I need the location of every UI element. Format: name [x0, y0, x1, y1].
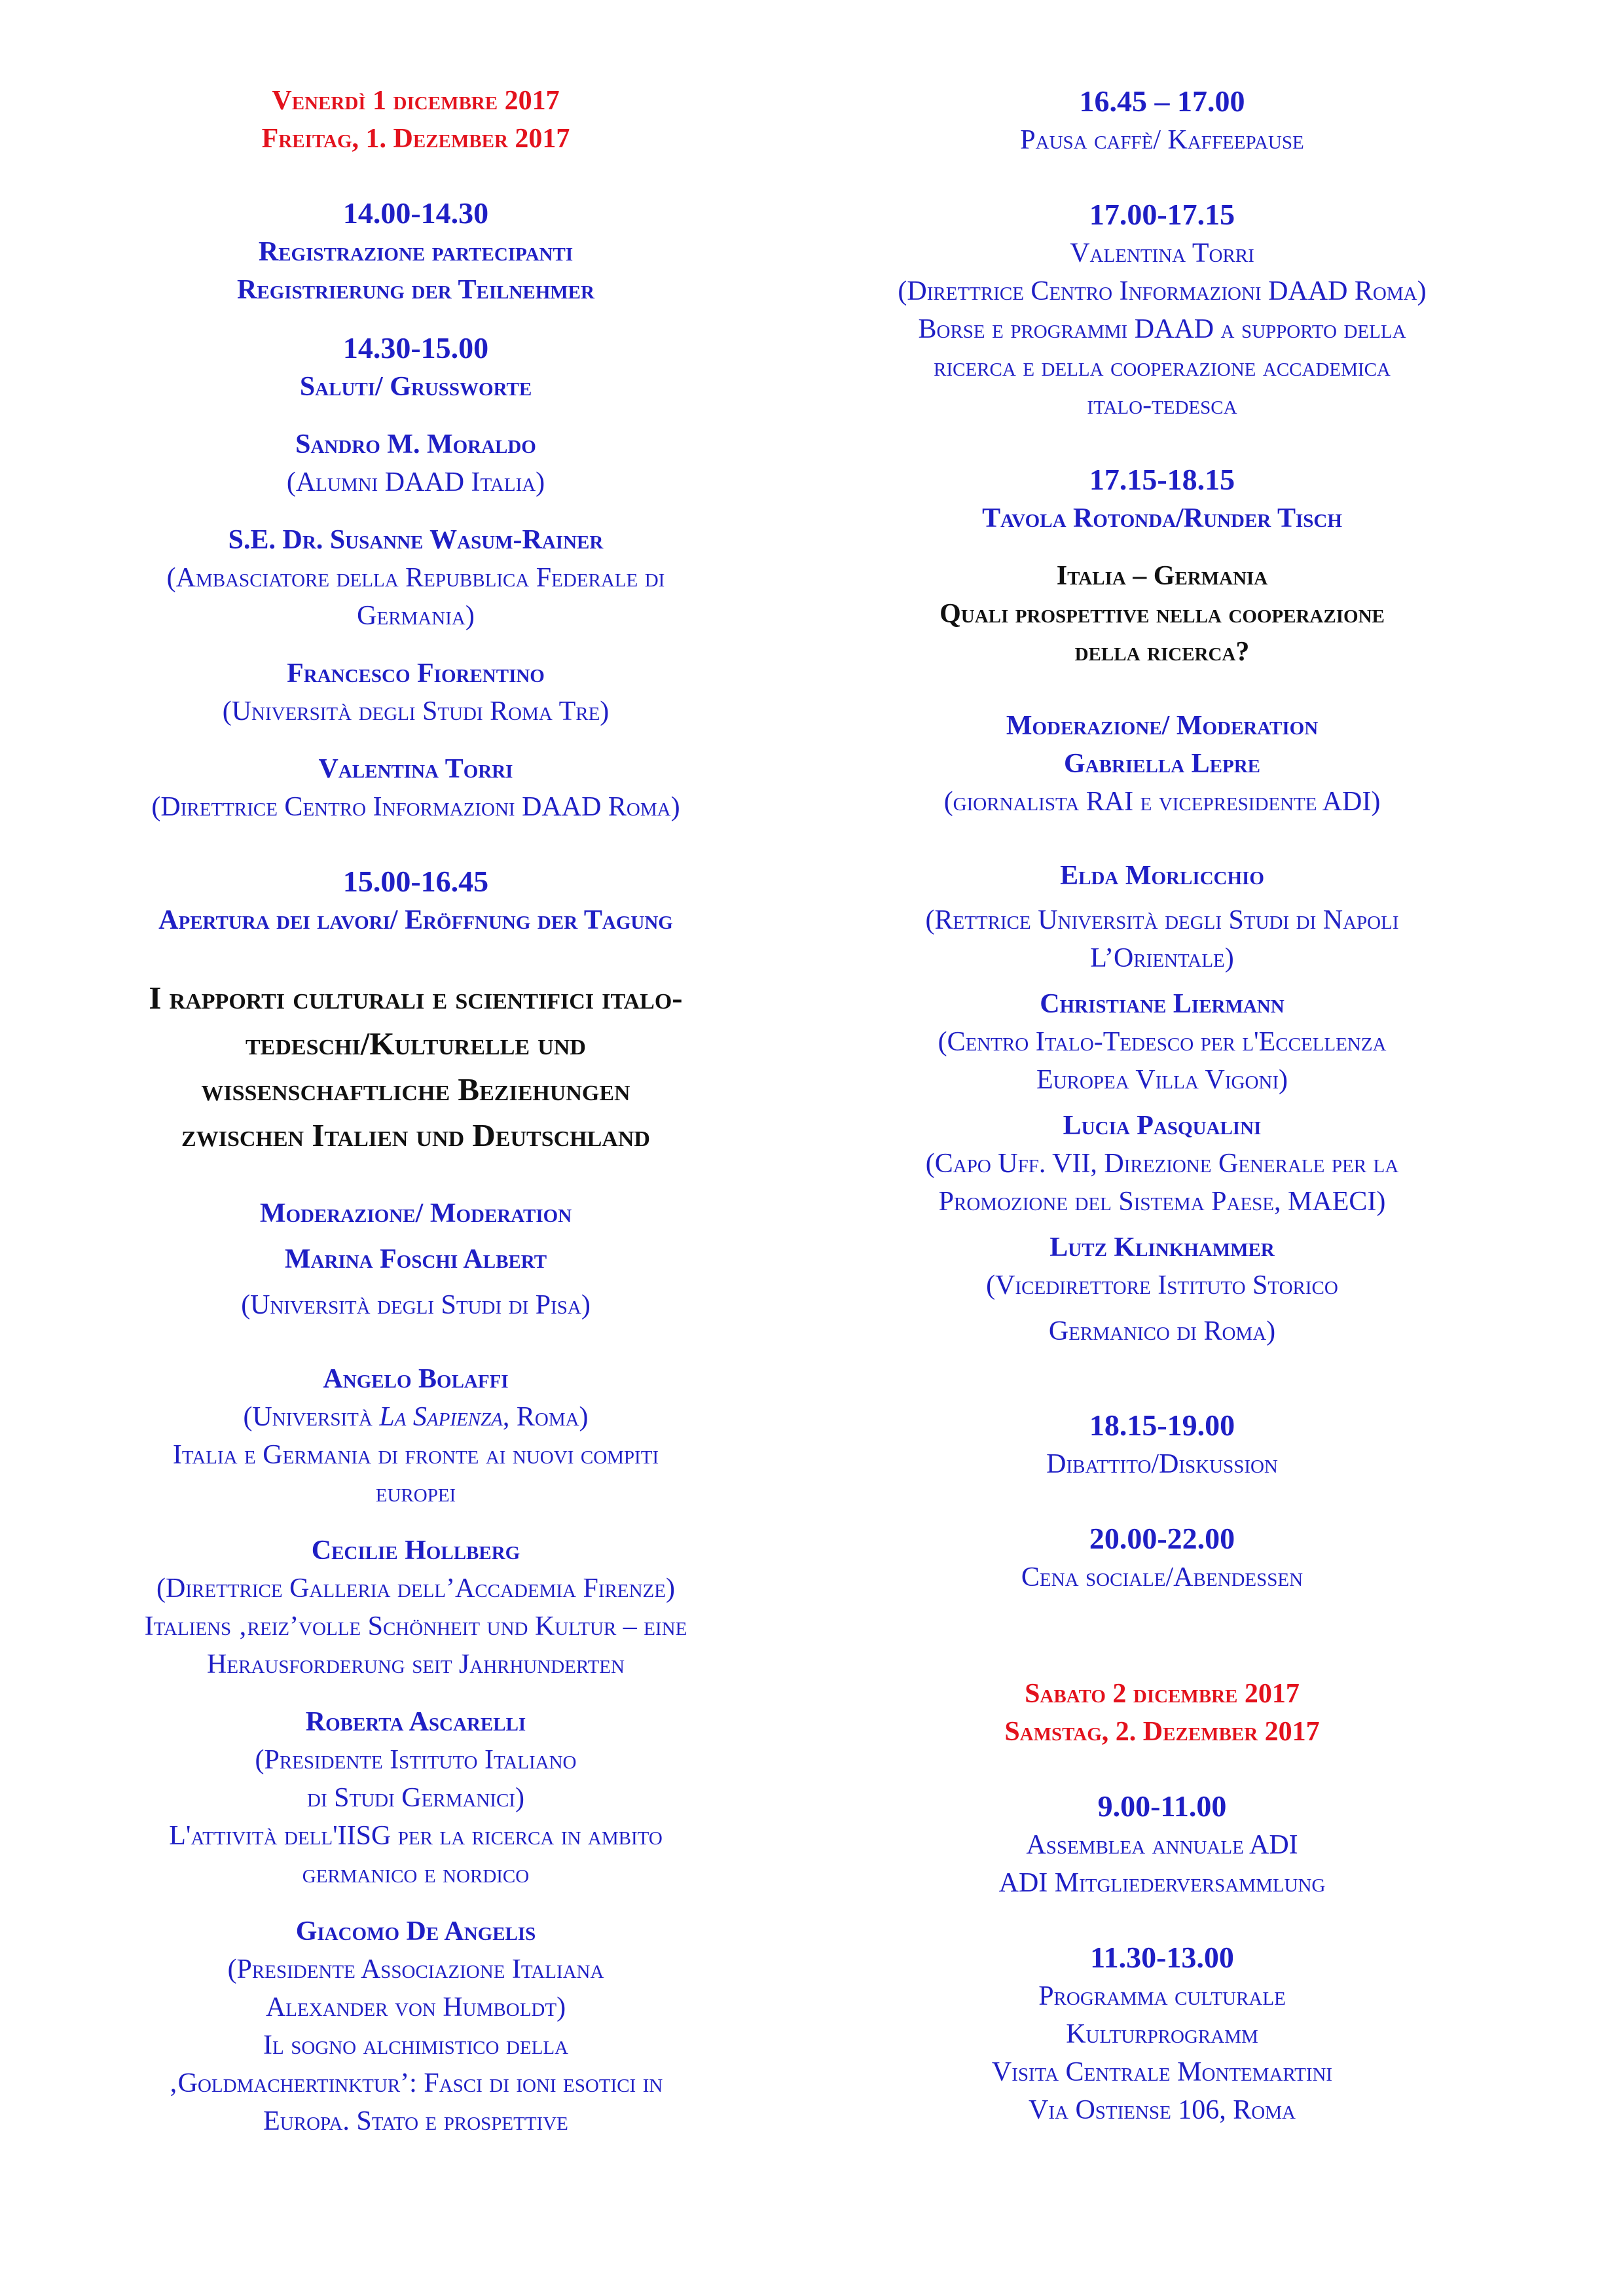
roundtable-question: Quali prospettive nella cooperazione [939, 599, 1385, 629]
talk-title: germanico e nordico [302, 1859, 530, 1889]
panelist-name: Lutz Klinkhammer [1049, 1232, 1275, 1263]
session-time: 18.15-19.00 [1089, 1408, 1235, 1442]
talk-title: ricerca e della cooperazione accademica [934, 352, 1391, 382]
speaker-affiliation: Germania) [357, 601, 475, 631]
panelist-affiliation: Germanico di Roma) [1048, 1316, 1276, 1346]
moderator-affiliation: (Università degli Studi di Pisa) [241, 1290, 591, 1320]
talk-title: Il sogno alchimistico della [263, 2030, 568, 2060]
session-title: Registrierung der Teilnehmer [237, 275, 594, 305]
theme-title: zwischen Italien und Deutschland [181, 1117, 650, 1153]
roundtable-question: della ricerca? [1074, 637, 1250, 667]
speaker-affiliation: (Ambasciatore della Repubblica Federale di [166, 563, 665, 593]
moderator-affiliation: (giornalista RAI e vicepresidente ADI) [943, 787, 1381, 817]
session-time: 20.00-22.00 [1089, 1522, 1235, 1555]
day2-date-it: Sabato 2 dicembre 2017 [1025, 1679, 1300, 1709]
speaker-affiliation: (Presidente Associazione Italiana [227, 1954, 604, 1984]
panelist-name: Lucia Pasqualini [1063, 1111, 1262, 1141]
session-title: Pausa caffè/ Kaffeepause [1020, 125, 1304, 155]
talk-title: ‚Goldmachertinktur’: Fasci di ioni esotici in [168, 2068, 663, 2098]
speaker-name: Valentina Torri [1070, 238, 1254, 268]
speaker-name: Angelo Bolaffi [323, 1364, 509, 1394]
session-time: 14.30-15.00 [342, 331, 489, 365]
talk-title: Herausforderung seit Jahrhunderten [207, 1649, 625, 1679]
session-time: 17.00-17.15 [1089, 198, 1235, 231]
session-time: 14.00-14.30 [342, 196, 489, 230]
speaker-name: Valentina Torri [318, 754, 513, 784]
speaker-name: Giacomo De Angelis [295, 1916, 536, 1946]
session-time: 15.00-16.45 [342, 865, 489, 898]
speaker-affiliation: (Alumni DAAD Italia) [286, 467, 545, 497]
session-title: Registrazione partecipanti [258, 237, 574, 267]
session-time: 11.30-13.00 [1090, 1941, 1234, 1974]
session-detail: Visita Centrale Montemartini [991, 2057, 1333, 2087]
affiliation-part: , Roma) [502, 1402, 589, 1432]
talk-title: italo-tedesca [1087, 390, 1237, 420]
session-time: 17.15-18.15 [1089, 463, 1235, 496]
session-title: Cena sociale/Abendessen [1021, 1562, 1304, 1592]
roundtable-question: Italia – Germania [1056, 561, 1268, 591]
speaker-affiliation: (Direttrice Galleria dell’Accademia Firenze) [156, 1573, 675, 1604]
session-detail: Via Ostiense 106, Roma [1029, 2095, 1296, 2125]
session-title: ADI Mitgliederversammlung [998, 1868, 1326, 1898]
moderation-label: Moderazione/ Moderation [259, 1198, 572, 1229]
speaker-affiliation: di Studi Germanici) [307, 1783, 524, 1813]
talk-title: Italiens ‚reiz’volle Schönheit und Kultur – eine [144, 1611, 687, 1641]
panelist-affiliation: (Centro Italo-Tedesco per l'Eccellenza [938, 1027, 1387, 1057]
talk-title: Italia e Germania di fronte ai nuovi compiti [172, 1440, 659, 1470]
session-title: Apertura dei lavori/ Eröffnung der Tagung [158, 905, 673, 935]
session-title: Programma culturale [1038, 1981, 1286, 2011]
left-column [39, 82, 792, 2140]
day1-date-it: Venerdì 1 dicembre 2017 [272, 86, 560, 116]
session-title: Kulturprogramm [1066, 2019, 1258, 2049]
speaker-affiliation [39, 1398, 792, 1436]
session-time: 9.00-11.00 [1097, 1789, 1227, 1823]
panelist-name: Elda Morlicchio [1060, 861, 1264, 891]
speaker-affiliation: (Presidente Istituto Italiano [255, 1745, 577, 1775]
speaker-name: Francesco Fiorentino [287, 658, 545, 689]
speaker-affiliation: (Università degli Studi Roma Tre) [222, 696, 610, 726]
panelist-affiliation: (Capo Uff. VII, Direzione Generale per la [925, 1149, 1399, 1179]
moderator-name: Marina Foschi Albert [284, 1244, 547, 1274]
affiliation-part: (Università [243, 1402, 380, 1432]
right-column [786, 82, 1539, 2129]
speaker-affiliation: Alexander von Humboldt) [265, 1992, 566, 2022]
talk-title: L'attività dell'IISG per la ricerca in ambito [169, 1821, 663, 1851]
moderator-name: Gabriella Lepre [1063, 749, 1260, 779]
panelist-affiliation: Europea Villa Vigoni) [1036, 1065, 1288, 1095]
panelist-affiliation: Promozione del Sistema Paese, MAECI) [938, 1187, 1386, 1217]
speaker-name: Sandro M. Moraldo [295, 429, 536, 459]
speaker-name: Cecilie Hollberg [311, 1535, 520, 1566]
session-title: Dibattito/Diskussion [1046, 1449, 1278, 1479]
theme-title: tedeschi/Kulturelle und [246, 1026, 586, 1062]
theme-title: wissenschaftliche Beziehungen [201, 1071, 630, 1107]
affiliation-italic: La Sapienza [379, 1402, 503, 1432]
speaker-affiliation: (Direttrice Centro Informazioni DAAD Roma) [898, 276, 1427, 306]
session-time: 16.45 – 17.00 [1079, 84, 1245, 118]
session-title: Saluti/ Grussworte [299, 372, 532, 402]
session-title: Tavola Rotonda/Runder Tisch [982, 503, 1342, 533]
panelist-affiliation: (Rettrice Università degli Studi di Napoli [925, 905, 1399, 935]
day2-date-de: Samstag, 2. Dezember 2017 [1004, 1717, 1320, 1747]
theme-title: I rapporti culturali e scientifici italo- [149, 980, 683, 1016]
speaker-name: S.E. Dr. Susanne Wasum-Rainer [228, 525, 604, 555]
day1-date-de: Freitag, 1. Dezember 2017 [261, 124, 570, 154]
moderation-label: Moderazione/ Moderation [1006, 711, 1319, 741]
talk-title: Borse e programmi DAAD a supporto della [918, 314, 1406, 344]
speaker-affiliation: (Direttrice Centro Informazioni DAAD Roma) [151, 792, 680, 822]
talk-title: europei [375, 1478, 456, 1508]
talk-title: Europa. Stato e prospettive [263, 2106, 568, 2136]
speaker-name: Roberta Ascarelli [305, 1707, 526, 1737]
session-title: Assemblea annuale ADI [1026, 1830, 1298, 1860]
panelist-name: Christiane Liermann [1040, 989, 1285, 1019]
panelist-affiliation: L’Orientale) [1090, 943, 1234, 973]
panelist-affiliation: (Vicedirettore Istituto Storico [986, 1270, 1338, 1300]
